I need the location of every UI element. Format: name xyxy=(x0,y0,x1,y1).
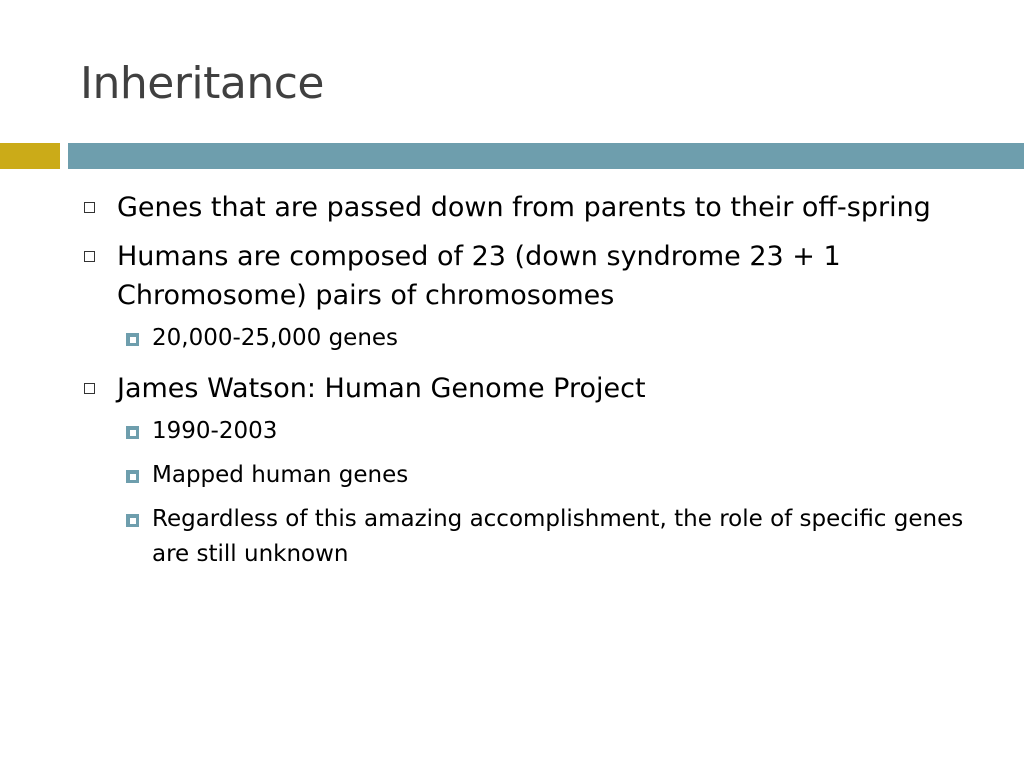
framed-square-bullet-icon xyxy=(126,470,139,483)
sub-bullet-item xyxy=(84,414,984,449)
bullet-item xyxy=(84,369,984,408)
accent-bar-gold xyxy=(0,143,60,169)
sub-bullet-text: 20,000-25,000 genes xyxy=(152,325,399,351)
hollow-square-bullet-icon xyxy=(84,383,95,394)
sub-bullet-text: Mapped human genes xyxy=(152,462,409,488)
hollow-square-bullet-icon xyxy=(84,202,95,213)
framed-square-bullet-icon xyxy=(126,426,139,439)
framed-square-bullet-icon xyxy=(126,514,139,527)
framed-square-bullet-icon xyxy=(126,333,139,346)
bullet-text: Genes that are passed down from parents to their off-spring xyxy=(117,192,931,223)
bullet-item xyxy=(84,237,984,315)
slide-body xyxy=(84,188,984,585)
slide-title: Inheritance xyxy=(80,58,324,109)
sub-bullet-item xyxy=(84,458,984,493)
sub-bullet-item xyxy=(84,321,984,356)
sub-bullet-item xyxy=(84,502,984,572)
sub-bullet-text: 1990-2003 xyxy=(152,418,278,444)
hollow-square-bullet-icon xyxy=(84,251,95,262)
sub-bullet-text: Regardless of this amazing accomplishment, the role of specific genes are still unknown xyxy=(152,506,964,567)
accent-bar-teal xyxy=(68,143,1024,169)
bullet-text: James Watson: Human Genome Project xyxy=(117,373,646,404)
bullet-item xyxy=(84,188,984,227)
bullet-text: Humans are composed of 23 (down syndrome 23 + 1 Chromosome) pairs of chromosomes xyxy=(117,241,841,311)
